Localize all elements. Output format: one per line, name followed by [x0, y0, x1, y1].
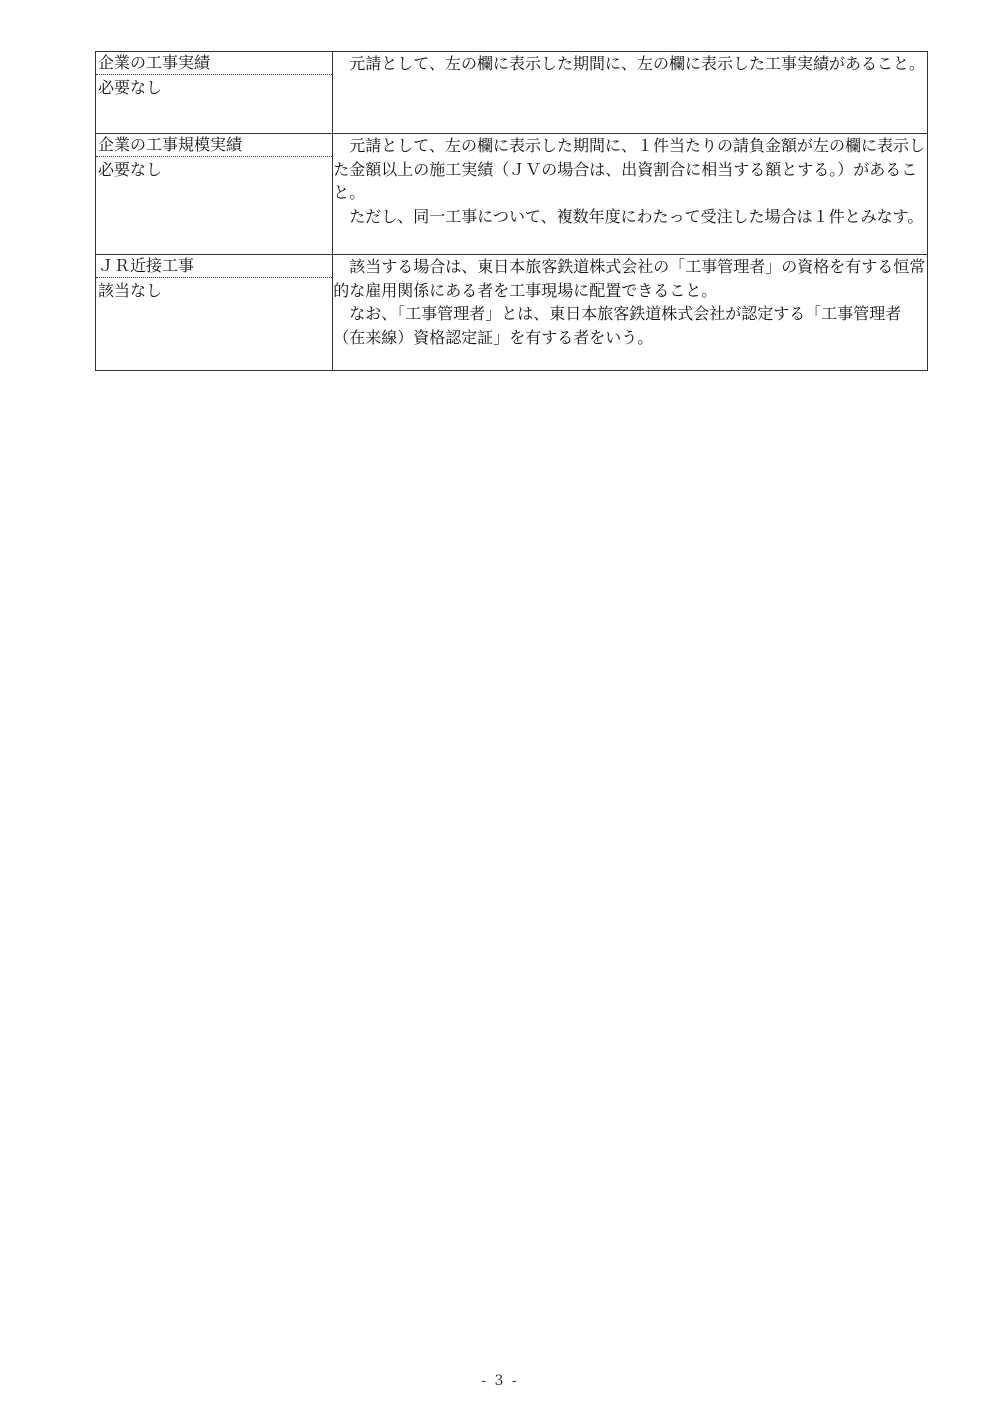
description-paragraph: 該当する場合は、東日本旅客鉄道株式会社の「工事管理者」の資格を有する恒常的な雇用関係にある者を工事現場に配置できること。 — [333, 257, 926, 300]
description-paragraph: ただし、同一工事について、複数年度にわたって受注した場合は１件とみなす。 — [349, 206, 924, 226]
description-paragraph: 元請として、左の欄に表示した期間に、左の欄に表示した工事実績があること。 — [349, 54, 925, 73]
requirement-label-cell — [96, 134, 333, 255]
table-row — [96, 52, 928, 134]
requirement-description-cell — [333, 52, 928, 134]
description-paragraph: なお、「工事管理者」とは、東日本旅客鉄道株式会社が認定する「工事管理者（在来線）資格認定証」を有する者をいう。 — [333, 304, 902, 347]
requirement-description-cell — [333, 134, 928, 255]
requirement-description-cell — [333, 255, 928, 371]
requirement-item-value: 必要なし — [98, 78, 163, 97]
requirement-item-value: 該当なし — [98, 281, 163, 300]
requirement-item-value: 必要なし — [98, 160, 163, 179]
requirement-label-cell — [96, 255, 333, 371]
requirement-item-name: ＪＲ近接工事 — [96, 255, 332, 278]
requirement-item-name: 企業の工事規模実績 — [96, 134, 332, 157]
requirement-item-name: 企業の工事実績 — [96, 52, 332, 75]
table-row — [96, 255, 928, 371]
requirement-label-cell — [96, 52, 333, 134]
description-paragraph: 元請として、左の欄に表示した期間に、１件当たりの請負金額が左の欄に表示した金額以上の施工実績（ＪＶの場合は、出資割合に相当する額とする。）があること。 — [333, 136, 925, 202]
requirements-table — [95, 51, 928, 371]
page-number: - 3 - — [481, 1373, 519, 1389]
table-row — [96, 134, 928, 255]
